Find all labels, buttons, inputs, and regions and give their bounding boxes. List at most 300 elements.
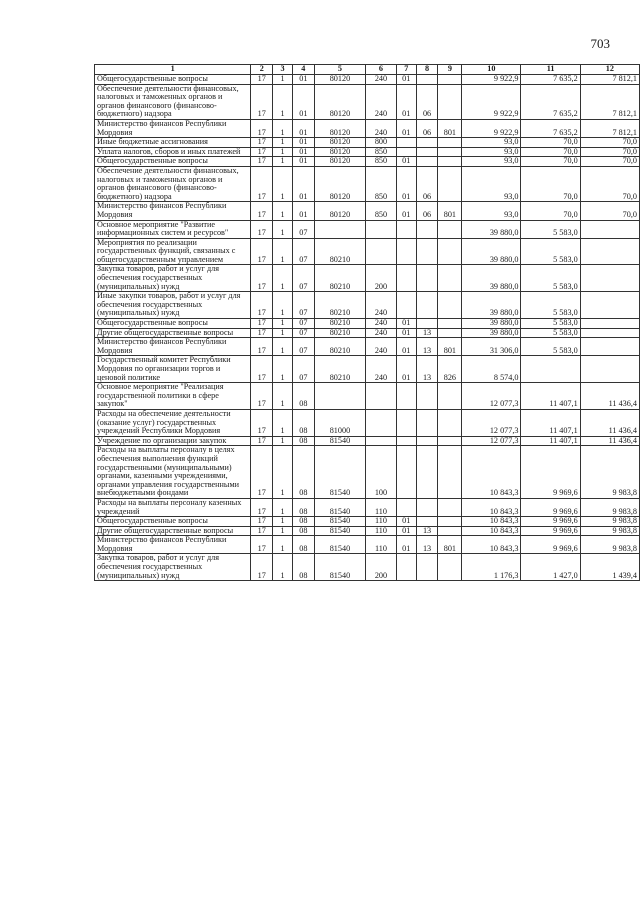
- col7-cell: [396, 446, 416, 499]
- col7-cell: 01: [396, 84, 416, 119]
- table-row: [95, 446, 640, 499]
- col6-cell: 240: [366, 356, 397, 383]
- col7-cell: 01: [396, 526, 416, 536]
- col2-cell: 17: [251, 119, 273, 137]
- col8-cell: [416, 517, 438, 527]
- col6-cell: 850: [366, 147, 397, 157]
- col4-cell: 01: [292, 166, 314, 201]
- col5-cell: 80120: [314, 157, 365, 167]
- col5-cell: 81540: [314, 498, 365, 516]
- col6-cell: 110: [366, 536, 397, 554]
- col4-cell: 07: [292, 220, 314, 238]
- col7-cell: 01: [396, 536, 416, 554]
- col7-cell: 01: [396, 356, 416, 383]
- col2-cell: 17: [251, 265, 273, 292]
- col11-value-cell: 70,0: [521, 138, 580, 148]
- col9-cell: [438, 436, 462, 446]
- col6-cell: 850: [366, 202, 397, 220]
- col2-cell: 17: [251, 498, 273, 516]
- col7-cell: [396, 436, 416, 446]
- col3-cell: 1: [273, 220, 293, 238]
- col2-cell: 17: [251, 554, 273, 581]
- col5-cell: 80210: [314, 328, 365, 338]
- col7-cell: [396, 265, 416, 292]
- col6-cell: 200: [366, 554, 397, 581]
- col6-cell: 850: [366, 157, 397, 167]
- col4-cell: 08: [292, 554, 314, 581]
- col8-cell: 06: [416, 166, 438, 201]
- table-row: [95, 265, 640, 292]
- col8-cell: [416, 157, 438, 167]
- col5-cell: 80210: [314, 319, 365, 329]
- col3-cell: 1: [273, 554, 293, 581]
- col6-cell: [366, 409, 397, 436]
- col4-cell: 08: [292, 436, 314, 446]
- col5-cell: [314, 220, 365, 238]
- row-name-cell: Общегосударственные вопросы: [95, 319, 251, 329]
- col12-value-cell: 7 812,1: [580, 75, 639, 85]
- col9-cell: 801: [438, 202, 462, 220]
- col2-cell: 17: [251, 356, 273, 383]
- table-row: [95, 338, 640, 356]
- col5-cell: 81000: [314, 409, 365, 436]
- col11-value-cell: 11 407,1: [521, 436, 580, 446]
- col10-value-cell: 10 843,3: [462, 446, 521, 499]
- col3-cell: 1: [273, 147, 293, 157]
- col4-cell: 01: [292, 84, 314, 119]
- col6-cell: 240: [366, 328, 397, 338]
- col7-cell: 01: [396, 119, 416, 137]
- col8-cell: [416, 292, 438, 319]
- col3-cell: 1: [273, 517, 293, 527]
- col2-cell: 17: [251, 328, 273, 338]
- col7-cell: [396, 220, 416, 238]
- row-name-cell: Другие общегосударственные вопросы: [95, 328, 251, 338]
- col12-value-cell: [580, 220, 639, 238]
- col8-cell: [416, 436, 438, 446]
- col4-cell: 08: [292, 446, 314, 499]
- col9-cell: [438, 526, 462, 536]
- col2-cell: 17: [251, 338, 273, 356]
- col9-cell: [438, 517, 462, 527]
- row-name-cell: Уплата налогов, сборов и иных платежей: [95, 147, 251, 157]
- col12-value-cell: 7 812,1: [580, 119, 639, 137]
- col6-cell: 240: [366, 319, 397, 329]
- col9-cell: 801: [438, 338, 462, 356]
- col12-value-cell: 11 436,4: [580, 383, 639, 410]
- header-cell: 2: [251, 65, 273, 75]
- col11-value-cell: 70,0: [521, 202, 580, 220]
- col2-cell: 17: [251, 157, 273, 167]
- col11-value-cell: 5 583,0: [521, 220, 580, 238]
- table-row: [95, 119, 640, 137]
- table-row: [95, 536, 640, 554]
- col9-cell: [438, 138, 462, 148]
- col12-value-cell: [580, 238, 639, 265]
- row-name-cell: Другие общегосударственные вопросы: [95, 526, 251, 536]
- col10-value-cell: 39 880,0: [462, 265, 521, 292]
- col7-cell: 01: [396, 202, 416, 220]
- col6-cell: 800: [366, 138, 397, 148]
- col8-cell: [416, 383, 438, 410]
- col7-cell: 01: [396, 328, 416, 338]
- col8-cell: 13: [416, 338, 438, 356]
- col11-value-cell: 11 407,1: [521, 383, 580, 410]
- col9-cell: [438, 84, 462, 119]
- table-row: [95, 75, 640, 85]
- col7-cell: [396, 498, 416, 516]
- col2-cell: 17: [251, 409, 273, 436]
- col4-cell: 01: [292, 75, 314, 85]
- row-name-cell: Общегосударственные вопросы: [95, 517, 251, 527]
- col2-cell: 17: [251, 526, 273, 536]
- table-row: [95, 526, 640, 536]
- table-row: [95, 84, 640, 119]
- col2-cell: 17: [251, 84, 273, 119]
- col5-cell: 80210: [314, 356, 365, 383]
- col11-value-cell: 5 583,0: [521, 328, 580, 338]
- col4-cell: 08: [292, 409, 314, 436]
- row-name-cell: Обеспечение деятельности финансовых, налоговых и таможенных органов и органов финансового (финансово-бюджетного) надзора: [95, 166, 251, 201]
- col10-value-cell: 10 843,3: [462, 517, 521, 527]
- col10-value-cell: 12 077,3: [462, 436, 521, 446]
- col8-cell: 13: [416, 526, 438, 536]
- col4-cell: 07: [292, 338, 314, 356]
- table-row: [95, 409, 640, 436]
- col4-cell: 08: [292, 526, 314, 536]
- col3-cell: 1: [273, 202, 293, 220]
- col10-value-cell: 39 880,0: [462, 238, 521, 265]
- col12-value-cell: 9 983,8: [580, 446, 639, 499]
- col12-value-cell: [580, 328, 639, 338]
- col10-value-cell: 39 880,0: [462, 220, 521, 238]
- col5-cell: 81540: [314, 517, 365, 527]
- col3-cell: 1: [273, 319, 293, 329]
- table-row: [95, 436, 640, 446]
- col11-value-cell: 7 635,2: [521, 75, 580, 85]
- col11-value-cell: 70,0: [521, 147, 580, 157]
- col2-cell: 17: [251, 220, 273, 238]
- table-row: [95, 157, 640, 167]
- col12-value-cell: [580, 292, 639, 319]
- row-name-cell: Иные закупки товаров, работ и услуг для обеспечения государственных (муниципальных) нужд: [95, 292, 251, 319]
- row-name-cell: Расходы на выплаты персоналу казенных учреждений: [95, 498, 251, 516]
- col11-value-cell: 5 583,0: [521, 319, 580, 329]
- col2-cell: 17: [251, 536, 273, 554]
- page-number: 703: [590, 36, 610, 51]
- col3-cell: 1: [273, 328, 293, 338]
- col7-cell: [396, 138, 416, 148]
- col11-value-cell: 5 583,0: [521, 238, 580, 265]
- col10-value-cell: 9 922,9: [462, 75, 521, 85]
- col2-cell: 17: [251, 292, 273, 319]
- col6-cell: 240: [366, 338, 397, 356]
- header-cell: 6: [366, 65, 397, 75]
- col11-value-cell: 5 583,0: [521, 265, 580, 292]
- col7-cell: [396, 147, 416, 157]
- col8-cell: [416, 238, 438, 265]
- col5-cell: 80120: [314, 75, 365, 85]
- col4-cell: 08: [292, 498, 314, 516]
- col5-cell: 80120: [314, 202, 365, 220]
- row-name-cell: Учреждение по организации закупок: [95, 436, 251, 446]
- col7-cell: [396, 238, 416, 265]
- row-name-cell: Государственный комитет Республики Мордовия по организации торгов и ценовой политике: [95, 356, 251, 383]
- row-name-cell: Министерство финансов Республики Мордовия: [95, 202, 251, 220]
- col5-cell: 80210: [314, 292, 365, 319]
- col10-value-cell: 93,0: [462, 138, 521, 148]
- table-row: [95, 202, 640, 220]
- col5-cell: 80210: [314, 265, 365, 292]
- col2-cell: 17: [251, 147, 273, 157]
- header-cell: 1: [95, 65, 251, 75]
- col12-value-cell: 11 436,4: [580, 436, 639, 446]
- col2-cell: 17: [251, 202, 273, 220]
- col10-value-cell: 39 880,0: [462, 328, 521, 338]
- col7-cell: 01: [396, 75, 416, 85]
- col6-cell: 240: [366, 292, 397, 319]
- col10-value-cell: 39 880,0: [462, 319, 521, 329]
- col10-value-cell: 9 922,9: [462, 84, 521, 119]
- col3-cell: 1: [273, 138, 293, 148]
- col9-cell: [438, 147, 462, 157]
- col2-cell: 17: [251, 446, 273, 499]
- col10-value-cell: 12 077,3: [462, 409, 521, 436]
- col10-value-cell: 10 843,3: [462, 526, 521, 536]
- col12-value-cell: [580, 356, 639, 383]
- header-cell: 5: [314, 65, 365, 75]
- col5-cell: [314, 383, 365, 410]
- col4-cell: 08: [292, 536, 314, 554]
- col12-value-cell: 70,0: [580, 166, 639, 201]
- col3-cell: 1: [273, 436, 293, 446]
- col8-cell: [416, 498, 438, 516]
- col6-cell: 240: [366, 84, 397, 119]
- col5-cell: 80120: [314, 119, 365, 137]
- col3-cell: 1: [273, 383, 293, 410]
- col6-cell: 100: [366, 446, 397, 499]
- col9-cell: [438, 157, 462, 167]
- col5-cell: 81540: [314, 526, 365, 536]
- col2-cell: 17: [251, 436, 273, 446]
- row-name-cell: Основное мероприятие "Развитие информационных систем и ресурсов": [95, 220, 251, 238]
- col8-cell: 13: [416, 356, 438, 383]
- table-row: [95, 328, 640, 338]
- col4-cell: 07: [292, 319, 314, 329]
- header-cell: 12: [580, 65, 639, 75]
- col5-cell: 80210: [314, 238, 365, 265]
- col8-cell: [416, 265, 438, 292]
- col6-cell: [366, 383, 397, 410]
- col3-cell: 1: [273, 265, 293, 292]
- header-cell: 8: [416, 65, 438, 75]
- col5-cell: 80120: [314, 166, 365, 201]
- col8-cell: [416, 554, 438, 581]
- col8-cell: 06: [416, 84, 438, 119]
- col3-cell: 1: [273, 238, 293, 265]
- col6-cell: 200: [366, 265, 397, 292]
- col3-cell: 1: [273, 292, 293, 319]
- col3-cell: 1: [273, 409, 293, 436]
- col10-value-cell: 12 077,3: [462, 383, 521, 410]
- table-row: [95, 147, 640, 157]
- table-row: [95, 138, 640, 148]
- table-row: [95, 238, 640, 265]
- col5-cell: 81540: [314, 536, 365, 554]
- col6-cell: [366, 436, 397, 446]
- col9-cell: [438, 328, 462, 338]
- col12-value-cell: 9 983,8: [580, 536, 639, 554]
- col4-cell: 07: [292, 265, 314, 292]
- table-row: [95, 166, 640, 201]
- row-name-cell: Министерство финансов Республики Мордовия: [95, 119, 251, 137]
- table-row: [95, 498, 640, 516]
- col10-value-cell: 31 306,0: [462, 338, 521, 356]
- col11-value-cell: 9 969,6: [521, 498, 580, 516]
- col3-cell: 1: [273, 166, 293, 201]
- col9-cell: 826: [438, 356, 462, 383]
- col7-cell: 01: [396, 517, 416, 527]
- col9-cell: [438, 292, 462, 319]
- col2-cell: 17: [251, 383, 273, 410]
- col4-cell: 01: [292, 147, 314, 157]
- col10-value-cell: 10 843,3: [462, 498, 521, 516]
- header-cell: 11: [521, 65, 580, 75]
- col6-cell: [366, 220, 397, 238]
- col5-cell: 81540: [314, 554, 365, 581]
- col8-cell: [416, 147, 438, 157]
- col3-cell: 1: [273, 536, 293, 554]
- col5-cell: 80120: [314, 138, 365, 148]
- col8-cell: [416, 75, 438, 85]
- row-name-cell: Закупка товаров, работ и услуг для обеспечения государственных (муниципальных) нужд: [95, 554, 251, 581]
- col7-cell: [396, 554, 416, 581]
- col9-cell: [438, 75, 462, 85]
- col7-cell: [396, 409, 416, 436]
- col10-value-cell: 93,0: [462, 147, 521, 157]
- col6-cell: 240: [366, 119, 397, 137]
- col8-cell: [416, 138, 438, 148]
- col11-value-cell: 70,0: [521, 166, 580, 201]
- col3-cell: 1: [273, 498, 293, 516]
- col6-cell: 110: [366, 526, 397, 536]
- col7-cell: 01: [396, 166, 416, 201]
- col5-cell: 80120: [314, 84, 365, 119]
- col5-cell: 81540: [314, 436, 365, 446]
- col9-cell: [438, 383, 462, 410]
- col9-cell: [438, 265, 462, 292]
- col6-cell: 110: [366, 498, 397, 516]
- col9-cell: 801: [438, 119, 462, 137]
- col3-cell: 1: [273, 157, 293, 167]
- row-name-cell: Общегосударственные вопросы: [95, 75, 251, 85]
- col10-value-cell: 93,0: [462, 202, 521, 220]
- col5-cell: 81540: [314, 446, 365, 499]
- table-body: [95, 65, 640, 581]
- header-cell: 3: [273, 65, 293, 75]
- col5-cell: 80210: [314, 338, 365, 356]
- col2-cell: 17: [251, 166, 273, 201]
- col3-cell: 1: [273, 119, 293, 137]
- col11-value-cell: 11 407,1: [521, 409, 580, 436]
- col7-cell: [396, 292, 416, 319]
- col4-cell: 01: [292, 157, 314, 167]
- col4-cell: 07: [292, 328, 314, 338]
- col2-cell: 17: [251, 517, 273, 527]
- col4-cell: 07: [292, 238, 314, 265]
- col7-cell: [396, 383, 416, 410]
- col12-value-cell: [580, 338, 639, 356]
- col4-cell: 08: [292, 517, 314, 527]
- header-cell: 9: [438, 65, 462, 75]
- col9-cell: [438, 319, 462, 329]
- col10-value-cell: 9 922,9: [462, 119, 521, 137]
- row-name-cell: Расходы на обеспечение деятельности (оказание услуг) государственных учреждений Республики Мордовия: [95, 409, 251, 436]
- col12-value-cell: 9 983,8: [580, 526, 639, 536]
- row-name-cell: Министерство финансов Республики Мордовия: [95, 536, 251, 554]
- col6-cell: [366, 238, 397, 265]
- col12-value-cell: 70,0: [580, 138, 639, 148]
- col11-value-cell: 9 969,6: [521, 446, 580, 499]
- col6-cell: 240: [366, 75, 397, 85]
- row-name-cell: Обеспечение деятельности финансовых, налоговых и таможенных органов и органов финансового (финансово-бюджетного) надзора: [95, 84, 251, 119]
- col12-value-cell: 70,0: [580, 202, 639, 220]
- col11-value-cell: 9 969,6: [521, 517, 580, 527]
- col10-value-cell: 1 176,3: [462, 554, 521, 581]
- row-name-cell: Закупка товаров, работ и услуг для обеспечения государственных (муниципальных) нужд: [95, 265, 251, 292]
- col2-cell: 17: [251, 238, 273, 265]
- col11-value-cell: 9 969,6: [521, 536, 580, 554]
- col9-cell: [438, 409, 462, 436]
- table-row: [95, 220, 640, 238]
- col4-cell: 01: [292, 202, 314, 220]
- header-cell: 7: [396, 65, 416, 75]
- col9-cell: [438, 498, 462, 516]
- col9-cell: [438, 238, 462, 265]
- col9-cell: 801: [438, 536, 462, 554]
- col11-value-cell: 1 427,0: [521, 554, 580, 581]
- col12-value-cell: 11 436,4: [580, 409, 639, 436]
- col6-cell: 110: [366, 517, 397, 527]
- col12-value-cell: [580, 265, 639, 292]
- col11-value-cell: 70,0: [521, 157, 580, 167]
- row-name-cell: Министерство финансов Республики Мордовия: [95, 338, 251, 356]
- col9-cell: [438, 554, 462, 581]
- col11-value-cell: 7 635,2: [521, 84, 580, 119]
- col3-cell: 1: [273, 84, 293, 119]
- col12-value-cell: 70,0: [580, 157, 639, 167]
- col8-cell: 06: [416, 119, 438, 137]
- col4-cell: 01: [292, 138, 314, 148]
- col4-cell: 07: [292, 356, 314, 383]
- col3-cell: 1: [273, 526, 293, 536]
- header-cell: 4: [292, 65, 314, 75]
- col7-cell: 01: [396, 338, 416, 356]
- col12-value-cell: 9 983,8: [580, 498, 639, 516]
- col11-value-cell: [521, 356, 580, 383]
- row-name-cell: Расходы на выплаты персоналу в целях обеспечения выполнения функций государственными (муниципальными) органами, казенными учреждениями, органами управления государственными внебюджетными фондами: [95, 446, 251, 499]
- col2-cell: 17: [251, 138, 273, 148]
- col2-cell: 17: [251, 75, 273, 85]
- col3-cell: 1: [273, 338, 293, 356]
- budget-table: [94, 64, 640, 581]
- col8-cell: [416, 220, 438, 238]
- col5-cell: 80120: [314, 147, 365, 157]
- col8-cell: [416, 446, 438, 499]
- col10-value-cell: 39 880,0: [462, 292, 521, 319]
- col12-value-cell: 1 439,4: [580, 554, 639, 581]
- col10-value-cell: 93,0: [462, 157, 521, 167]
